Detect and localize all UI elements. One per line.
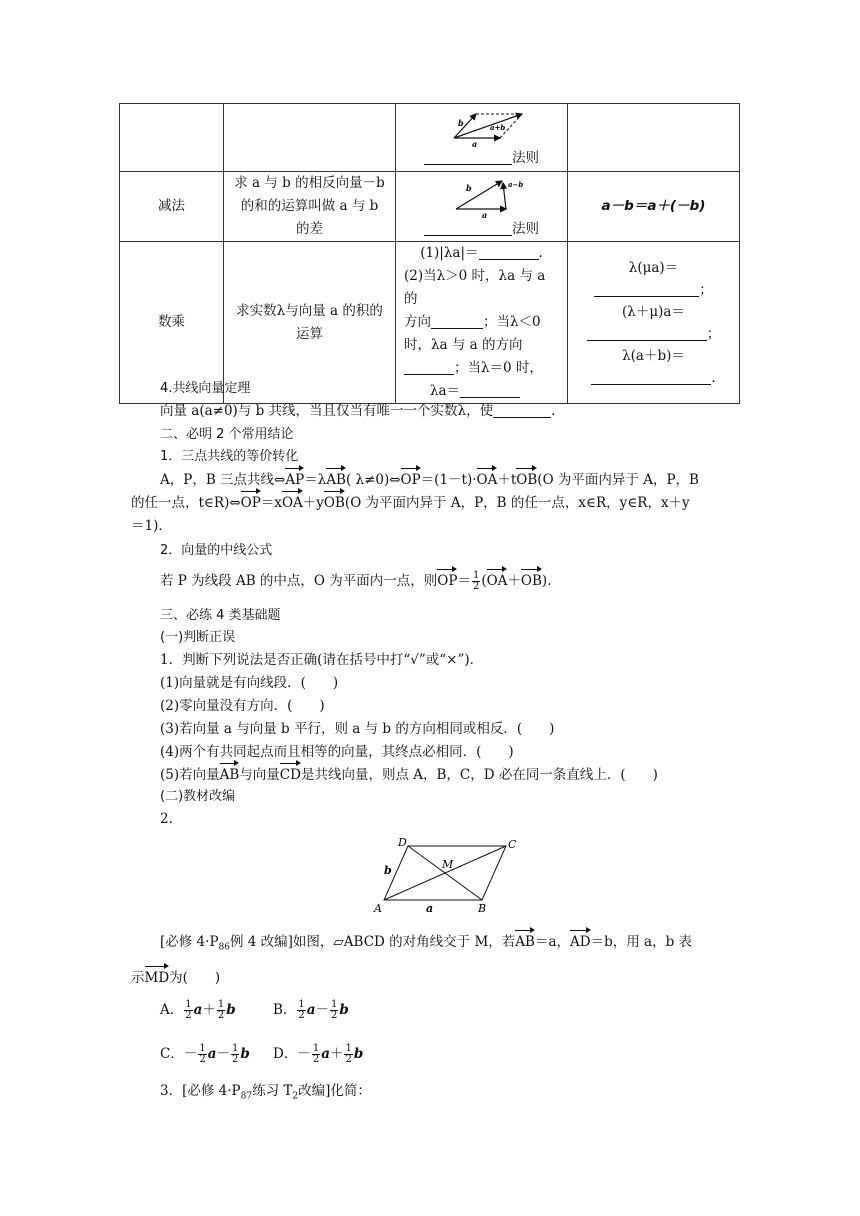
denominator: 2 — [298, 1010, 305, 1021]
text: 方向 — [404, 314, 431, 330]
conclusion-title: 2．向量的中线公式 — [160, 543, 273, 558]
numerator: 1 — [199, 1043, 206, 1054]
var: a — [207, 1046, 217, 1062]
fraction — [344, 1044, 352, 1065]
rule-label: 法则 — [512, 149, 539, 166]
vector-op: OP — [241, 492, 261, 514]
fraction — [297, 1000, 305, 1021]
numerator: 1 — [298, 999, 305, 1010]
conclusion-title: 1．三点共线的等价转化 — [160, 449, 299, 464]
var: b — [240, 1046, 250, 1062]
numerator: 1 — [472, 570, 480, 581]
table-cell — [224, 104, 396, 172]
label-vector-a: a — [426, 902, 434, 914]
parallelogram-abcd-figure — [370, 834, 520, 914]
question-item: (4)两个有共同起点而且相等的向量，其终点必相同．( ) — [160, 744, 514, 760]
diagram-label-a-minus-b: a−b — [507, 179, 523, 189]
triangle-rule-diagram — [432, 175, 532, 219]
text: ). — [541, 573, 552, 589]
text: ＝x — [260, 495, 282, 511]
text: (O 为平面内异于 A，P，B 的任一点，x∈R，y∈R，x＋y — [344, 495, 690, 511]
part-title: 三、必练 4 类基础题 — [160, 608, 281, 623]
text: 时，λa 与 a 的方向 — [404, 337, 523, 353]
vector-ab: AB — [515, 931, 535, 953]
text: 与向量 — [239, 767, 280, 783]
rule-label: 法则 — [512, 220, 539, 237]
text: (2)当λ＞0 时，λa 与 a 的 — [404, 268, 546, 307]
table-row-subtraction — [120, 172, 740, 242]
blank-line — [460, 383, 520, 398]
op: ＋ — [329, 1046, 344, 1062]
fraction — [184, 1000, 192, 1021]
denominator: 2 — [217, 1010, 225, 1021]
vector-ab: AB — [326, 469, 346, 491]
numerator: 1 — [231, 1043, 239, 1054]
text: 练习 T — [252, 1083, 293, 1099]
numerator: 1 — [345, 1043, 352, 1054]
denominator: 2 — [185, 1010, 192, 1021]
desc-line: 运算 — [296, 325, 323, 342]
numerator: 1 — [217, 999, 225, 1010]
vector-md: MD — [145, 967, 170, 989]
text: λ(μa)＝ — [628, 259, 679, 276]
table-cell — [120, 104, 224, 172]
diagram-label-a-plus-b: a+b — [489, 122, 505, 132]
numerator: 1 — [185, 999, 192, 1010]
label-a: A — [374, 902, 382, 914]
vector-ab: AB — [220, 764, 240, 786]
section-title: 4.共线向量定理 — [160, 381, 251, 396]
vector-ob: OB — [521, 570, 542, 592]
vector-oa: OA — [487, 570, 508, 592]
scalar-laws: λ(μa)＝ ； (λ＋μ)a＝ ； λ(a＋b)＝ . — [568, 242, 740, 404]
operation-name: 数乘 — [120, 242, 224, 404]
var: a — [306, 1002, 316, 1018]
parallelogram-rule-diagram — [432, 108, 532, 148]
question-item — [160, 764, 658, 786]
desc-line: 求实数λ与向量 a 的积的 — [236, 302, 383, 319]
question-item: (3)若向量 a 与向量 b 平行，则 a 与 b 的方向相同或相反．( ) — [160, 721, 555, 737]
text: (λ＋μ)a＝ — [622, 303, 685, 320]
desc-line: 的差 — [296, 221, 323, 237]
denominator: 2 — [472, 581, 480, 592]
label-b: B — [478, 902, 487, 914]
paragraph — [160, 570, 551, 592]
text: ＝(1－t)· — [420, 472, 477, 488]
desc-line: 求 a 与 b 的相反向量－b — [234, 175, 385, 191]
option-c — [160, 1042, 250, 1066]
operation-law: a－b＝a＋(－b) — [568, 172, 740, 242]
text: 例 4 改编]如图，▱ABCD 的对角线交于 M，若 — [229, 934, 516, 950]
question-text — [131, 967, 220, 989]
fraction — [231, 1044, 239, 1065]
label-d: D — [398, 836, 407, 849]
var: a — [193, 1002, 203, 1018]
text: (5)若向量 — [160, 767, 220, 783]
option-letter: A． — [160, 1002, 184, 1018]
vector-ob: OB — [324, 492, 345, 514]
var: a — [321, 1046, 330, 1062]
text: λ(a＋b)＝ — [622, 347, 685, 364]
paragraph: 向量 a(a≠0)与 b 共线，当且仅当有唯一一个实数λ，使 . — [160, 403, 556, 419]
text: (1)|λa|＝ — [420, 245, 479, 261]
blank-line — [404, 360, 454, 375]
text: (O 为平面内异于 A，P，B — [537, 472, 699, 488]
blank-line — [431, 314, 483, 329]
vector-oa: OA — [477, 469, 498, 491]
question-text — [160, 931, 692, 959]
table-row-addition — [120, 104, 740, 172]
subscript: 86 — [218, 942, 230, 953]
text: 3．[必修 4·P — [160, 1083, 241, 1099]
label-c: C — [508, 838, 517, 851]
vector-op: OP — [437, 570, 457, 592]
question-item: (2)零向量没有方向．( ) — [160, 698, 325, 714]
diagram-label-a: a — [471, 138, 477, 148]
text: A，P，B 三点共线⇔ — [160, 472, 286, 488]
numerator: 1 — [312, 1043, 320, 1054]
text: ＋ — [507, 573, 521, 589]
vector-op: OP — [401, 469, 421, 491]
text: 若 P 为线段 AB 的中点，O 为平面内一点，则 — [160, 573, 438, 589]
table-cell — [568, 104, 740, 172]
vector-operations-table — [119, 103, 740, 404]
option-a — [160, 998, 236, 1022]
blank-line — [591, 370, 711, 385]
paragraph: ＝1)． — [131, 518, 172, 534]
desc-line: 的和的运算叫做 a 与 b — [240, 198, 379, 214]
text: ＝λ — [304, 472, 327, 488]
label-m: M — [442, 858, 454, 871]
denominator: 2 — [312, 1054, 320, 1065]
question: 1．判断下列说法是否正确(请在括号中打“√”或“×”)． — [160, 652, 484, 668]
paragraph — [131, 492, 690, 514]
diagram-label-b: b — [465, 182, 472, 193]
text: ＋y — [302, 495, 324, 511]
var: b — [353, 1046, 364, 1062]
option-d — [273, 1042, 363, 1066]
operation-description — [224, 172, 396, 242]
op: － — [315, 1002, 330, 1018]
subscript: 2 — [292, 1091, 299, 1102]
var: b — [339, 1002, 349, 1018]
denominator: 2 — [231, 1054, 239, 1065]
text: ＝ — [457, 573, 471, 589]
vector-ob: OB — [516, 469, 537, 491]
text: 示 — [131, 970, 145, 986]
denominator: 2 — [199, 1054, 206, 1065]
text: 向量 a(a≠0)与 b 共线，当且仅当有唯一一个实数λ，使 — [160, 403, 494, 419]
label-vector-b: b — [384, 864, 392, 877]
text: λa＝ — [430, 383, 461, 399]
blank-line — [594, 282, 699, 297]
question-number: 2. — [160, 811, 173, 827]
op: ＋ — [202, 1002, 216, 1018]
blank-line — [587, 326, 707, 341]
text: [必修 4·P — [160, 934, 219, 950]
text: 为( ) — [169, 970, 221, 986]
fraction — [330, 1000, 338, 1021]
denominator: 2 — [331, 1010, 338, 1021]
text: 的任一点，t∈R)⇔ — [131, 495, 241, 511]
text: ；当λ＜0 — [483, 314, 541, 330]
text: ( λ≠0)⇔ — [345, 472, 401, 488]
numerator: 1 — [331, 999, 338, 1010]
denominator: 2 — [345, 1054, 352, 1065]
part-title: 二、必明 2 个常用结论 — [160, 427, 294, 442]
fraction — [198, 1044, 206, 1065]
subsection-title: (二)教材改编 — [160, 789, 236, 804]
question-item: (1)向量就是有向线段．( ) — [160, 675, 339, 691]
diagram-label-b: b — [457, 117, 464, 128]
fraction — [312, 1044, 320, 1065]
blank-line — [479, 245, 539, 260]
scalar-geometric-meaning: (1)|λa|＝ . (2)当λ＞0 时，λa 与 a 的 方向 ；当λ＜0 时，λa 与 a 的方向 ；当λ＝0 时， λa＝ — [396, 242, 568, 404]
vector-cd: CD — [280, 764, 301, 786]
blank-line — [424, 150, 512, 165]
operation-name: 减法 — [120, 172, 224, 242]
vector-oa: OA — [282, 492, 303, 514]
text: ( — [481, 573, 487, 589]
vector-ap: AP — [285, 469, 304, 491]
option-letter: C．－ — [160, 1046, 198, 1062]
option-b — [273, 998, 349, 1022]
question-3 — [160, 1080, 371, 1108]
fraction — [217, 1000, 225, 1021]
var: b — [226, 1002, 236, 1018]
op: － — [216, 1046, 230, 1062]
text: ＝b，用 a，b 表 — [590, 934, 693, 950]
subsection-title: (一)判断正误 — [160, 630, 236, 645]
text: 是共线向量，则点 A，B，C，D 必在同一条直线上．( ) — [300, 767, 658, 783]
vector-ad: AD — [570, 931, 591, 953]
diagram-label-a: a — [481, 209, 487, 219]
table-cell-addition-diagram — [396, 104, 568, 172]
table-cell-subtraction-diagram — [396, 172, 568, 242]
blank-line — [493, 403, 551, 418]
text: 改编]化简： — [298, 1083, 371, 1099]
text: ＝a， — [534, 934, 571, 950]
paragraph — [160, 469, 699, 491]
subscript: 87 — [240, 1091, 253, 1102]
text: ＋t — [497, 472, 517, 488]
blank-line — [424, 221, 512, 236]
option-letter: D．－ — [273, 1046, 311, 1062]
text: ；当λ＝0 时， — [454, 360, 543, 376]
option-letter: B． — [273, 1002, 297, 1018]
fraction-half — [472, 571, 480, 592]
